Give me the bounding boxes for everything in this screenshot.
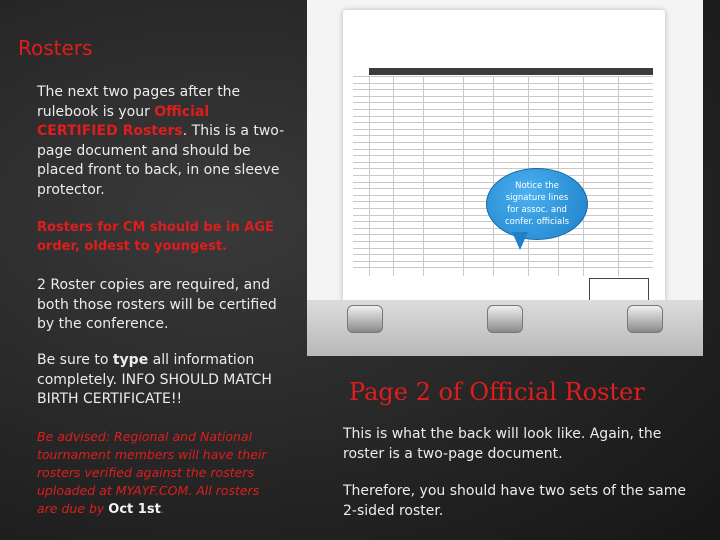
paragraph-roster-pages [37, 83, 292, 200]
roster-row-line [353, 89, 653, 90]
roster-row-line [353, 122, 653, 123]
roster-column-line [463, 76, 464, 276]
roster-row-line [353, 254, 653, 255]
p1-text-before: The next two pages after the rulebook is your [37, 84, 241, 120]
paragraph-type-info [37, 351, 287, 410]
p1-highlight: Official CERTIFIED Rosters [37, 103, 210, 139]
roster-column-line [369, 76, 370, 276]
p4-bold: type [112, 352, 149, 368]
roster-form-header [369, 68, 653, 75]
roster-column-line [423, 76, 424, 276]
slide-title: Rosters [18, 36, 93, 60]
binder-ring-icon [627, 305, 663, 333]
callout-bubble: Notice the signature lines for assoc. and confer. officials [486, 168, 588, 240]
p5-end: . [160, 501, 165, 516]
roster-row-line [353, 248, 653, 249]
roster-column-line [393, 76, 394, 276]
roster-column-line [583, 76, 584, 276]
p1-text-after: . This is a two-page document and should be placed front to back, in one sleeve protector. [37, 123, 285, 198]
roster-row-line [353, 116, 653, 117]
roster-row-line [353, 83, 653, 84]
binder-ring-icon [347, 305, 383, 333]
roster-paper [343, 10, 665, 325]
roster-row-line [353, 162, 653, 163]
p5-text: Be advised: Regional and National tournament members will have their rosters verified against the rosters uploaded at MYAYF.COM. All rosters are due by [37, 429, 267, 516]
roster-row-line [353, 142, 653, 143]
paragraph-back-look: This is what the back will look like. Again, the roster is a two-page document. [343, 426, 662, 462]
roster-row-line [353, 109, 653, 110]
roster-row-line [353, 135, 653, 136]
roster-row-line [353, 261, 653, 262]
roster-row-line [353, 241, 653, 242]
paragraph-two-sets: Therefore, you should have two sets of the same 2-sided roster. [343, 483, 686, 519]
p5-due-date: Oct 1st [108, 502, 161, 517]
roster-row-line [353, 96, 653, 97]
p4-text-after: all information completely. INFO SHOULD MATCH BIRTH CERTIFICATE!! [37, 352, 272, 407]
roster-row-line [353, 149, 653, 150]
roster-column-line [493, 76, 494, 276]
section-title: Page 2 of Official Roster [349, 378, 645, 406]
roster-form-signature-box [589, 278, 649, 302]
paragraph-age-order: Rosters for CM should be in AGE order, oldest to youngest. [37, 220, 274, 254]
paragraph-roster-copies: 2 Roster copies are required, and both those rosters will be certified by the conference. [37, 277, 277, 332]
paragraph-advisory [37, 428, 277, 519]
roster-row-line [353, 267, 653, 268]
roster-row-line [353, 102, 653, 103]
roster-row-line [353, 129, 653, 130]
roster-column-line [618, 76, 619, 276]
roster-row-line [353, 155, 653, 156]
binder-ring-icon [487, 305, 523, 333]
roster-row-line [353, 234, 653, 235]
p4-text-before: Be sure to [37, 352, 113, 368]
roster-row-line [353, 76, 653, 77]
callout-tail [512, 232, 528, 250]
roster-row-line [353, 168, 653, 169]
